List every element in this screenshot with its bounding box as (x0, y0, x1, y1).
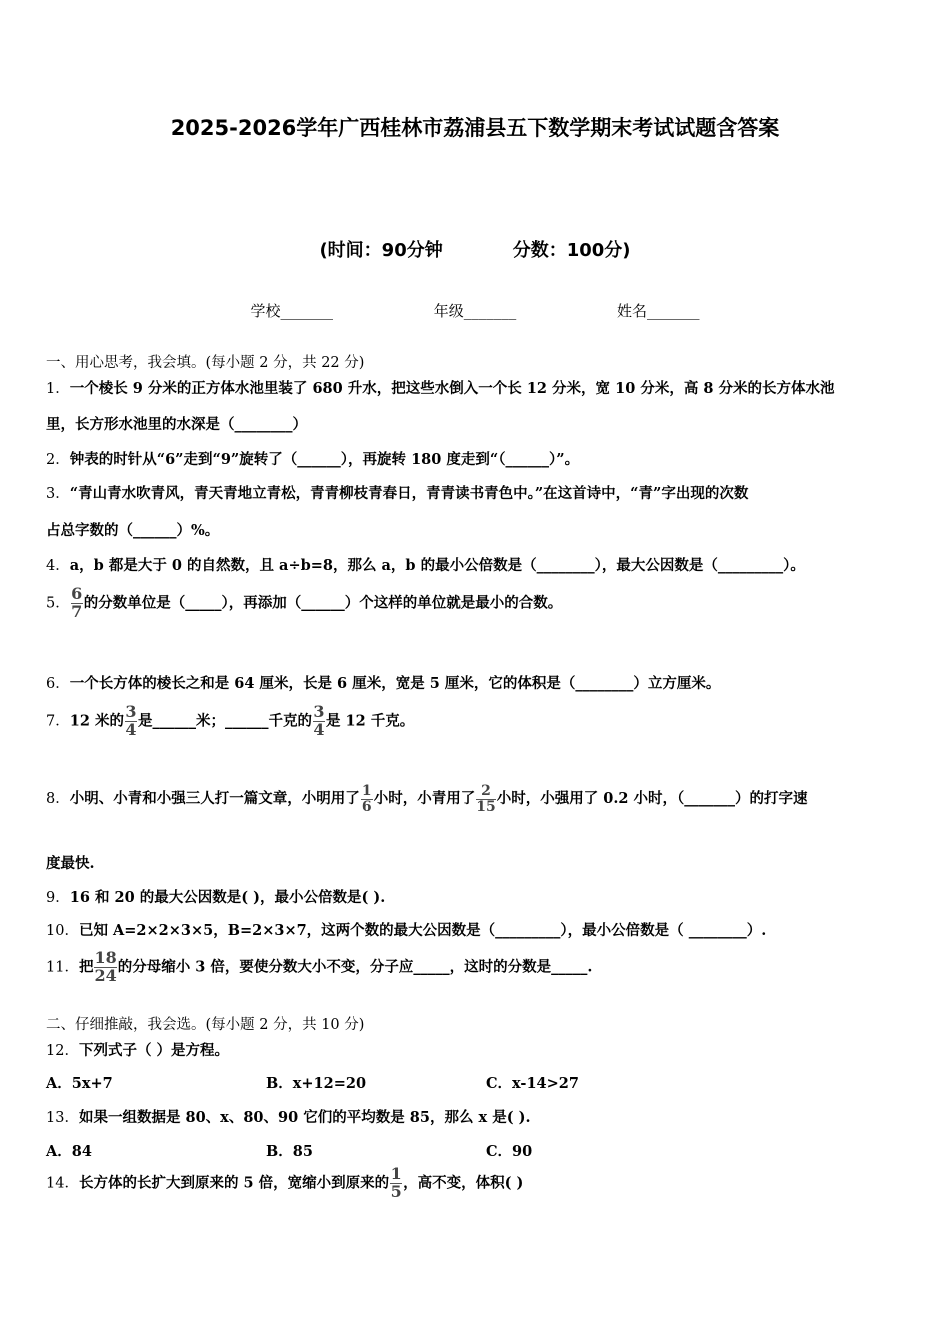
question-6 (46, 672, 720, 693)
question-number: 10． (46, 923, 79, 939)
fraction-denominator: 15 (476, 798, 496, 815)
fraction-numerator: 2 (481, 783, 491, 799)
question-text: ，高不变，体积( ) (403, 1174, 524, 1192)
question-text: “青山青水吹青风，青天青地立青松，青青柳枝青春日，青青读书青色中。”在这首诗中，“青”字出现的次数 (69, 485, 749, 502)
question-2 (46, 448, 579, 469)
question-text: 小明、小青和小强三人打一篇文章，小明用了 (69, 790, 360, 808)
fraction-denominator: 7 (71, 601, 83, 621)
fraction-numerator: 6 (71, 584, 83, 603)
option-c[interactable]: C．x-14>27 (486, 1075, 579, 1092)
question-number: 6． (46, 676, 70, 692)
fraction-denominator: 6 (361, 798, 372, 815)
fraction (390, 1166, 402, 1201)
fraction-denominator: 5 (390, 1181, 402, 1201)
question-text: 的分数单位是（_____），再添加（______）个这样的单位就是最小的合数。 (83, 594, 563, 612)
question-number: 7． (46, 713, 70, 730)
question-text: 16 和 20 的最大公因数是( )，最小公倍数是( ). (69, 889, 386, 906)
fraction-numerator: 1 (361, 783, 372, 799)
question-text: 一个棱长 9 分米的正方体水池里装了 680 升水，把这些水倒入一个长 12 分米，宽 10 分米，高 8 分米的长方体水池 (69, 380, 835, 397)
school-field: 学校_______ (250, 302, 333, 320)
question-11 (46, 950, 592, 985)
question-number: 13． (46, 1110, 79, 1126)
question-1-continued: 里，长方形水池里的水深是（________） (46, 416, 307, 433)
page-title: 2025-2026学年广西桂林市荔浦县五下数学期末考试试题含答案 (170, 116, 780, 140)
question-3 (46, 482, 748, 503)
question-number: 4． (46, 558, 70, 574)
question-text: 把 (78, 958, 94, 976)
question-9 (46, 886, 385, 907)
fraction-numerator: 1 (390, 1164, 402, 1183)
question-12 (46, 1039, 229, 1060)
question-text: 长方体的长扩大到原来的 5 倍，宽缩小到原来的 (78, 1174, 390, 1192)
fraction (361, 784, 373, 814)
total-score: 分数：100分) (512, 240, 631, 261)
option-a[interactable]: A．5x+7 (46, 1075, 113, 1092)
question-text: 的分母缩小 3 倍，要使分数大小不变，分子应_____，这时的分数是_____. (117, 958, 593, 976)
question-text: 12 米的 (69, 712, 124, 730)
question-number: 11． (46, 959, 79, 976)
fraction-numerator: 3 (313, 702, 325, 721)
option-b[interactable]: B．x+12=20 (266, 1075, 367, 1092)
question-number: 1． (46, 381, 70, 397)
option-a[interactable]: A．84 (46, 1143, 92, 1160)
question-8 (46, 784, 808, 814)
question-text: a，b 都是大于 0 的自然数，且 a÷b=8，那么 a，b 的最小公倍数是（________），最大公因数是（_________）。 (69, 557, 805, 574)
question-text: 小时，小青用了 (373, 790, 476, 808)
fraction (313, 704, 325, 739)
question-text: 如果一组数据是 80、x、80、90 它们的平均数是 85，那么 x 是( ). (78, 1109, 531, 1126)
question-number: 9． (46, 890, 70, 906)
section2-heading: 二、仔细推敲，我会选。(每小题 2 分，共 10 分) (46, 1017, 365, 1033)
question-13-options (46, 1140, 532, 1161)
fraction-numerator: 18 (94, 948, 117, 967)
question-number: 2． (46, 452, 70, 468)
question-text: 是 12 千克。 (325, 712, 415, 730)
question-text: 已知 A=2×2×3×5，B=2×3×7，这两个数的最大公因数是（_________），最小公倍数是（ ________）. (78, 922, 767, 939)
fraction (71, 586, 83, 621)
question-8-continued: 度最快. (46, 855, 95, 872)
time-limit: (时间：90分钟 (319, 240, 443, 261)
question-text: 一个长方体的棱长之和是 64 厘米，长是 6 厘米，宽是 5 厘米，它的体积是（________）立方厘米。 (69, 675, 721, 692)
time-score-line (0, 236, 950, 262)
question-text: 小时，小强用了 0.2 小时，（_______）的打字速 (496, 790, 808, 808)
question-13 (46, 1106, 531, 1127)
question-text: 下列式子（ ）是方程。 (78, 1042, 230, 1059)
question-number: 14． (46, 1175, 79, 1192)
question-number: 12． (46, 1043, 79, 1059)
question-14 (46, 1166, 523, 1201)
question-number: 8． (46, 791, 70, 808)
section1-heading: 一、用心思考，我会填。(每小题 2 分，共 22 分) (46, 355, 365, 371)
question-7 (46, 704, 414, 739)
fraction (125, 704, 137, 739)
fraction (476, 784, 495, 814)
question-10 (46, 919, 766, 940)
question-text: 钟表的时针从“6”走到“9”旋转了（______），再旋转 180 度走到“（______）”。 (69, 451, 580, 468)
question-12-options (46, 1072, 579, 1093)
fraction-denominator: 4 (125, 719, 137, 739)
question-number: 3． (46, 486, 70, 502)
question-1 (46, 377, 835, 398)
question-5 (46, 586, 562, 621)
grade-field: 年级_______ (433, 302, 517, 320)
fraction-denominator: 24 (94, 965, 117, 985)
question-4 (46, 554, 805, 575)
option-b[interactable]: B．85 (266, 1143, 313, 1160)
fraction (94, 950, 116, 985)
student-info (0, 300, 950, 321)
question-3-continued: 占总字数的（______）%。 (46, 522, 220, 539)
question-number: 5． (46, 595, 70, 612)
fraction-numerator: 3 (125, 702, 137, 721)
name-field: 姓名_______ (617, 302, 700, 320)
fraction-denominator: 4 (313, 719, 325, 739)
option-c[interactable]: C．90 (486, 1143, 533, 1160)
question-text: 是______米；______千克的 (137, 712, 312, 730)
